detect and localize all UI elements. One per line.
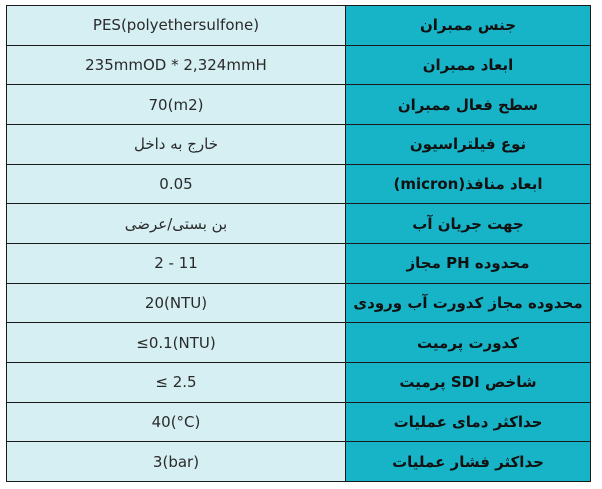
row-value: 2 - 11 [7, 244, 346, 283]
row-label: کدورت پرمیت [346, 323, 590, 362]
row-value: بن بستی/عرضی [7, 204, 346, 243]
row-label: محدوده مجاز کدورت آب ورودی [346, 284, 590, 323]
table-row [7, 244, 590, 284]
table-row [7, 323, 590, 363]
row-label: محدوده PH مجاز [346, 244, 590, 283]
table-row [7, 363, 590, 403]
row-value: 40(°C) [7, 403, 346, 442]
table-row [7, 204, 590, 244]
table-row [7, 6, 590, 46]
table-row [7, 165, 590, 205]
row-value: ≤ 2.5 [7, 363, 346, 402]
row-value: ≤0.1(NTU) [7, 323, 346, 362]
table-row [7, 46, 590, 86]
row-value: 70(m2) [7, 85, 346, 124]
table-row [7, 125, 590, 165]
row-label: ابعاد منافذ(micron) [346, 165, 590, 204]
row-label: جهت جریان آب [346, 204, 590, 243]
row-label: شاخص SDI پرمیت [346, 363, 590, 402]
row-value: 235mmOD * 2,324mmH [7, 46, 346, 85]
row-label: حداکثر دمای عملیات [346, 403, 590, 442]
row-label: سطح فعال ممبران [346, 85, 590, 124]
row-value: 3(bar) [7, 442, 346, 481]
row-label: نوع فیلتراسیون [346, 125, 590, 164]
row-label: حداکثر فشار عملیات [346, 442, 590, 481]
spec-table [6, 5, 591, 482]
row-value: 0.05 [7, 165, 346, 204]
row-value: 20(NTU) [7, 284, 346, 323]
table-row [7, 403, 590, 443]
row-value: PES(polyethersulfone) [7, 6, 346, 45]
row-label: جنس ممبران [346, 6, 590, 45]
table-row [7, 284, 590, 324]
row-label: ابعاد ممبران [346, 46, 590, 85]
row-value: خارج به داخل [7, 125, 346, 164]
table-row [7, 85, 590, 125]
table-row [7, 442, 590, 481]
